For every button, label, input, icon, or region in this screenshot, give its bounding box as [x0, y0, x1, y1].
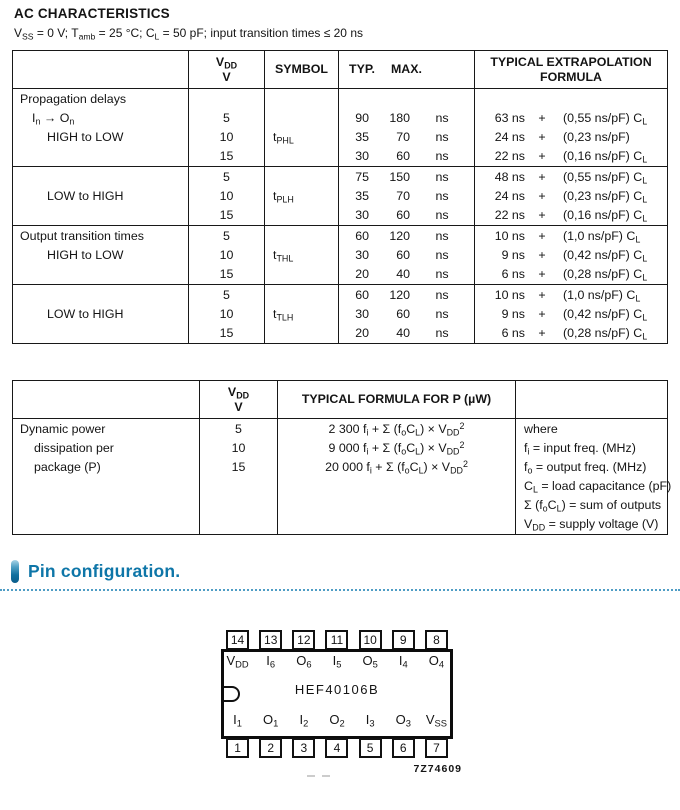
- pin-box: 7: [425, 738, 448, 758]
- ac-table-header: [13, 51, 667, 88]
- section-heading: [11, 560, 180, 583]
- vdd-value: 5: [223, 229, 230, 243]
- pin-box: 10: [359, 630, 382, 650]
- typ-max-row: 35 70 ns: [355, 189, 449, 203]
- top-pin-numbers: [221, 630, 453, 650]
- vdd-value: 10: [231, 441, 246, 455]
- pin-label: $I_4$: [398, 653, 408, 670]
- row-label: LOW to HIGH: [47, 189, 124, 203]
- header-power-formula: TYPICAL FORMULA FOR P (µW): [277, 381, 515, 418]
- typ-max-row: 35 70 ns: [355, 130, 449, 144]
- row-label: Propagation delays: [20, 92, 127, 106]
- pin-label: $I_5$: [332, 653, 342, 670]
- pin-box: 14: [226, 630, 249, 650]
- vdd-value: 15: [231, 460, 246, 474]
- formula-row: 24 ns + (0,23 ns/pF) $C_L$: [494, 189, 648, 205]
- pin-box: 9: [392, 630, 415, 650]
- header-typ: TYP.: [349, 62, 375, 77]
- vdd-value: 15: [219, 326, 234, 340]
- pin-box: 5: [359, 738, 382, 758]
- formula-row: 22 ns + (0,16 ns/pF) $C_L$: [494, 149, 648, 165]
- pin-box: 11: [325, 630, 348, 650]
- formula-row: 48 ns + (0,55 ns/pF) $C_L$: [494, 170, 648, 186]
- pin-label: $I_3$: [365, 712, 375, 729]
- formula-row: 9 ns + (0,42 ns/pF) $C_L$: [501, 307, 648, 323]
- formula-row: 22 ns + (0,16 ns/pF) $C_L$: [494, 208, 648, 224]
- note-line: where: [524, 422, 558, 436]
- pin-box: 3: [292, 738, 315, 758]
- row-label: Dynamic power: [20, 422, 106, 436]
- dotted-divider: [0, 589, 680, 591]
- power-formula: 2 300 $f_i + \Sigma$ $(f_oC_L) \times V_{DD}^2$: [328, 420, 465, 438]
- pin-label: $V_{DD}$: [226, 653, 249, 670]
- pin-label: $I_1$: [233, 712, 242, 729]
- header-vdd: $V_{DD}$ V: [188, 51, 264, 88]
- header-typ-max: [338, 51, 474, 88]
- power-table-body: [13, 418, 672, 534]
- header-notes-empty: [515, 381, 667, 418]
- pin-label: $O_3$: [395, 712, 411, 729]
- pin-label: $V_{SS}$: [425, 712, 447, 729]
- vdd-value: 10: [219, 189, 234, 203]
- pin-box: 4: [325, 738, 348, 758]
- pin-label: $O_4$: [428, 653, 445, 670]
- power-dissipation-table: [12, 380, 672, 535]
- pin-label: $O_2$: [329, 712, 345, 729]
- formula-row: 10 ns + (1,0 ns/pF) $C_L$: [494, 229, 641, 245]
- pin-label: $I_6$: [266, 653, 276, 670]
- formula-row: 24 ns + (0,23 ns/pF): [494, 130, 630, 144]
- section-title: Pin configuration.: [28, 561, 181, 581]
- symbol-value: $t_{PLH}$: [273, 189, 294, 205]
- typ-max-row: 20 40 ns: [355, 267, 449, 281]
- typ-max-row: 75 150 ns: [355, 170, 449, 184]
- row-label: $I_n \to O_n$: [32, 111, 75, 127]
- symbol-value: $t_{TLH}$: [273, 307, 294, 323]
- vdd-value: 5: [223, 288, 230, 302]
- vdd-value: 5: [223, 111, 230, 125]
- pin-box: 13: [259, 630, 282, 650]
- vdd-value: 15: [219, 149, 234, 163]
- table-row-group: [13, 88, 667, 166]
- pin-box: 6: [392, 738, 415, 758]
- pin-label: $O_5$: [362, 653, 378, 670]
- top-pin-labels: [221, 653, 453, 668]
- formula-row: 6 ns + (0,28 ns/pF) $C_L$: [501, 267, 648, 283]
- typ-max-row: 60 120 ns: [355, 229, 449, 243]
- row-label: Output transition times: [20, 229, 144, 243]
- pin-box: 2: [259, 738, 282, 758]
- vdd-value: 10: [219, 307, 234, 321]
- power-table-header: [13, 381, 667, 418]
- header-max: MAX.: [390, 62, 422, 77]
- row-label: dissipation per: [34, 441, 114, 455]
- vdd-value: 10: [219, 248, 234, 262]
- figure-code: 7Z74609: [413, 763, 462, 775]
- header-parameter-empty: [13, 51, 188, 88]
- section-marker-icon: [11, 560, 19, 583]
- bottom-pin-labels: [221, 712, 453, 727]
- typ-max-row: 90 180 ns: [355, 111, 449, 125]
- header-parameter-empty: [13, 381, 199, 418]
- symbol-value: $t_{PHL}$: [273, 130, 294, 146]
- header-vdd: $V_{DD}$ V: [199, 381, 277, 418]
- formula-row: 9 ns + (0,42 ns/pF) $C_L$: [501, 248, 648, 264]
- formula-row: 6 ns + (0,28 ns/pF) $C_L$: [501, 326, 648, 342]
- table-row-group: [13, 225, 667, 284]
- typ-max-row: 60 120 ns: [355, 288, 449, 302]
- pin-label: $I_2$: [299, 712, 309, 729]
- header-formula: TYPICAL EXTRAPOLATION FORMULA: [474, 51, 667, 88]
- power-formula: 20 000 $f_i + \Sigma$ $(f_oC_L) \times V_{DD}^2$: [325, 458, 468, 476]
- chip-name: HEF40106B: [294, 682, 380, 697]
- formula-row: 63 ns + (0,55 ns/pF) $C_L$: [494, 111, 648, 127]
- typ-max-row: 30 60 ns: [355, 248, 449, 262]
- vdd-value: 15: [219, 208, 234, 222]
- typ-max-row: 30 60 ns: [355, 149, 449, 163]
- pin-label: $O_1$: [263, 712, 279, 729]
- typ-max-row: 30 60 ns: [355, 208, 449, 222]
- vdd-value: 5: [223, 170, 230, 184]
- page-title: AC CHARACTERISTICS: [14, 6, 170, 21]
- note-line: $C_L$ = load capacitance (pF): [524, 479, 672, 495]
- typ-max-row: 20 40 ns: [355, 326, 449, 340]
- pin-box: 8: [425, 630, 448, 650]
- scan-artifact: [307, 775, 330, 777]
- test-conditions: $V_{SS} = 0$ V; $T_{amb} = 25$ °C; $C_L = 50$ pF; input transition times ≤ 20 ns: [14, 26, 363, 42]
- vdd-value: 5: [235, 422, 242, 436]
- symbol-value: $t_{THL}$: [273, 248, 294, 264]
- pin-label: $O_6$: [296, 653, 312, 670]
- note-line: $f_i$ = input freq. (MHz): [524, 441, 636, 457]
- note-line: $V_{DD}$ = supply voltage (V): [524, 517, 659, 533]
- power-formula: 9 000 $f_i + \Sigma$ $(f_oC_L) \times V_{DD}^2$: [328, 439, 465, 457]
- vdd-value: 10: [219, 130, 234, 144]
- vdd-value: 15: [219, 267, 234, 281]
- table-row-group: [13, 284, 667, 343]
- table-row-group: [13, 166, 667, 225]
- row-label: HIGH to LOW: [47, 248, 124, 262]
- bottom-pin-numbers: [221, 738, 453, 758]
- row-label: package (P): [34, 460, 101, 474]
- formula-row: 10 ns + (1,0 ns/pF) $C_L$: [494, 288, 641, 304]
- row-label: LOW to HIGH: [47, 307, 124, 321]
- header-symbol: SYMBOL: [264, 51, 338, 88]
- pin-box: 1: [226, 738, 249, 758]
- vdd-value: [189, 90, 264, 109]
- note-line: $f_o$ = output freq. (MHz): [524, 460, 647, 476]
- note-line: Σ $(f_oC_L)$ = sum of outputs: [524, 498, 662, 514]
- ac-characteristics-table: [12, 50, 668, 344]
- typ-max-row: 30 60 ns: [355, 307, 449, 321]
- pin-box: 12: [292, 630, 315, 650]
- row-label: HIGH to LOW: [47, 130, 124, 144]
